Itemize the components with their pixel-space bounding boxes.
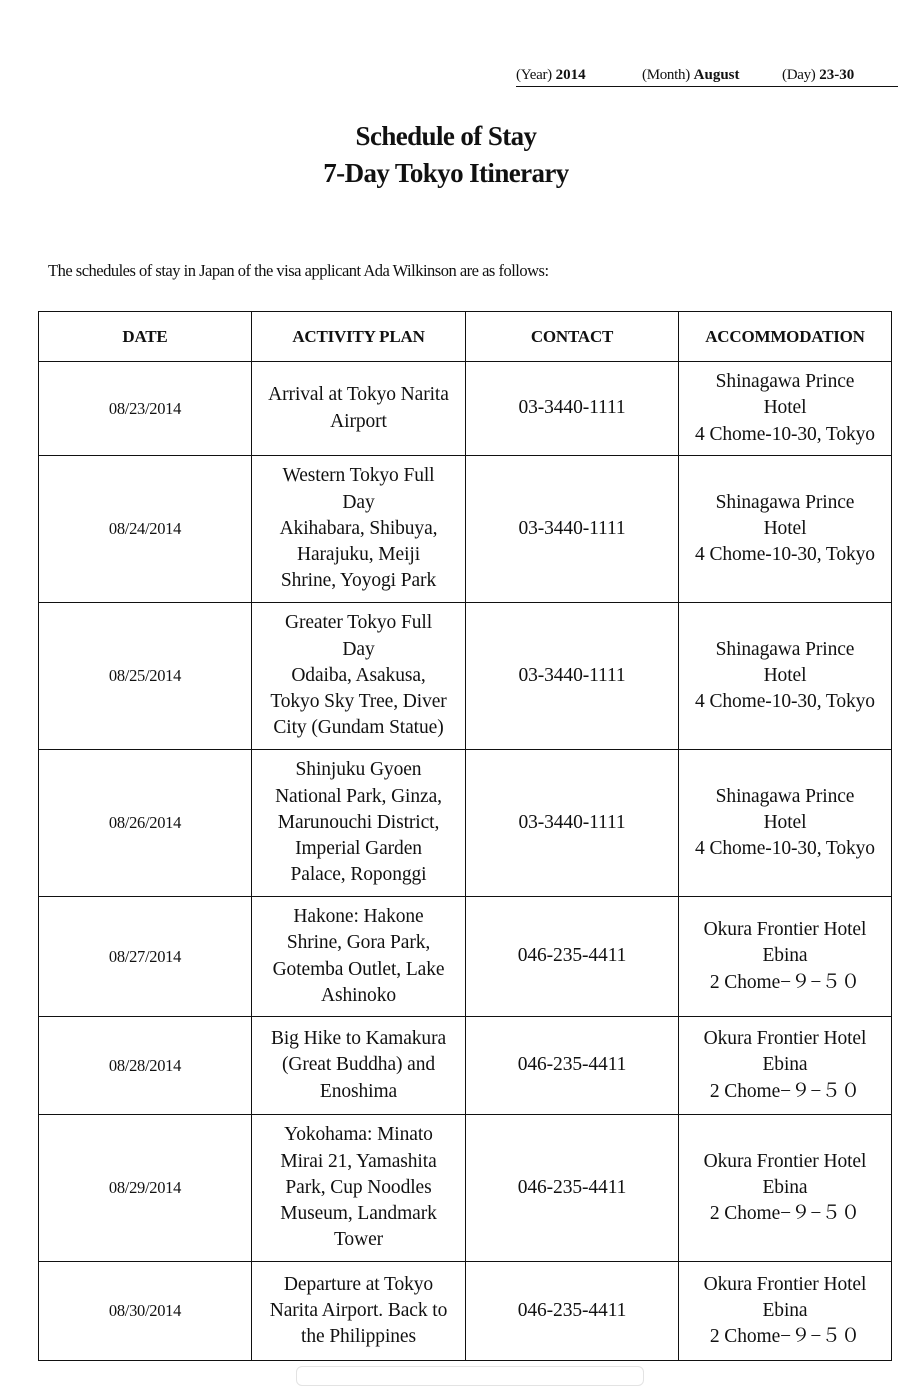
- year-label: (Year): [516, 67, 552, 83]
- contact-cell: 03-3440-1111: [466, 750, 679, 897]
- date-cell: 08/30/2014: [39, 1262, 252, 1361]
- activity-cell: Shinjuku Gyoen National Park, Ginza, Marunouchi District, Imperial Garden Palace, Roponggi: [252, 750, 466, 897]
- page-title: Schedule of Stay: [355, 121, 537, 151]
- date-cell: 08/27/2014: [39, 897, 252, 1017]
- day-field: [782, 67, 854, 84]
- table-row: [39, 897, 892, 1017]
- table-row: [39, 750, 892, 897]
- date-cell: 08/26/2014: [39, 750, 252, 897]
- contact-cell: 046-235-4411: [466, 1115, 679, 1262]
- contact-column-header: CONTACT: [466, 312, 679, 362]
- table-row: [39, 1017, 892, 1115]
- month-field: [642, 67, 740, 84]
- year-field: [516, 67, 586, 84]
- page-footer-tab: [296, 1366, 644, 1386]
- accommodation-cell: Shinagawa Prince Hotel 4 Chome-10-30, Tokyo: [679, 750, 892, 897]
- accommodation-cell: Okura Frontier Hotel Ebina 2 Chome−９−５０: [679, 1017, 892, 1115]
- intro-text: The schedules of stay in Japan of the visa applicant Ada Wilkinson are as follows:: [48, 261, 549, 280]
- contact-cell: 046-235-4411: [466, 1262, 679, 1361]
- accommodation-column-header: ACCOMMODATION: [679, 312, 892, 362]
- itinerary-table: [38, 311, 892, 1361]
- activity-cell: Departure at Tokyo Narita Airport. Back to the Philippines: [252, 1262, 466, 1361]
- activity-cell: Arrival at Tokyo Narita Airport: [252, 362, 466, 456]
- month-value: August: [693, 67, 740, 83]
- activity-cell: Hakone: Hakone Shrine, Gora Park, Gotemba Outlet, Lake Ashinoko: [252, 897, 466, 1017]
- day-value: 23-30: [819, 67, 855, 83]
- activity-column-header: ACTIVITY PLAN: [252, 312, 466, 362]
- contact-cell: 03-3440-1111: [466, 456, 679, 603]
- month-label: (Month): [642, 67, 690, 83]
- date-cell: 08/25/2014: [39, 603, 252, 750]
- date-column-header: DATE: [39, 312, 252, 362]
- activity-cell: Yokohama: Minato Mirai 21, Yamashita Park, Cup Noodles Museum, Landmark Tower: [252, 1115, 466, 1262]
- date-cell: 08/24/2014: [39, 456, 252, 603]
- contact-cell: 046-235-4411: [466, 897, 679, 1017]
- table-row: [39, 456, 892, 603]
- activity-cell: Greater Tokyo Full Day Odaiba, Asakusa, Tokyo Sky Tree, Diver City (Gundam Statue): [252, 603, 466, 750]
- contact-cell: 046-235-4411: [466, 1017, 679, 1115]
- accommodation-cell: Okura Frontier Hotel Ebina 2 Chome−９−５０: [679, 1262, 892, 1361]
- date-header: [516, 66, 898, 87]
- page-subtitle: 7-Day Tokyo Itinerary: [323, 158, 569, 188]
- contact-cell: 03-3440-1111: [466, 362, 679, 456]
- activity-cell: Western Tokyo Full Day Akihabara, Shibuya, Harajuku, Meiji Shrine, Yoyogi Park: [252, 456, 466, 603]
- accommodation-cell: Okura Frontier Hotel Ebina 2 Chome−９−５０: [679, 1115, 892, 1262]
- table-row: [39, 1115, 892, 1262]
- table-header-row: [39, 312, 892, 362]
- activity-cell: Big Hike to Kamakura (Great Buddha) and Enoshima: [252, 1017, 466, 1115]
- date-cell: 08/23/2014: [39, 362, 252, 456]
- table-row: [39, 1262, 892, 1361]
- year-value: 2014: [555, 67, 586, 83]
- contact-cell: 03-3440-1111: [466, 603, 679, 750]
- table-row: [39, 603, 892, 750]
- date-cell: 08/29/2014: [39, 1115, 252, 1262]
- day-label: (Day): [782, 67, 816, 83]
- table-row: [39, 362, 892, 456]
- title-block: [0, 118, 892, 192]
- accommodation-cell: Shinagawa Prince Hotel 4 Chome-10-30, Tokyo: [679, 456, 892, 603]
- date-cell: 08/28/2014: [39, 1017, 252, 1115]
- accommodation-cell: Shinagawa Prince Hotel 4 Chome-10-30, Tokyo: [679, 603, 892, 750]
- accommodation-cell: Shinagawa Prince Hotel 4 Chome-10-30, Tokyo: [679, 362, 892, 456]
- accommodation-cell: Okura Frontier Hotel Ebina 2 Chome−９−５０: [679, 897, 892, 1017]
